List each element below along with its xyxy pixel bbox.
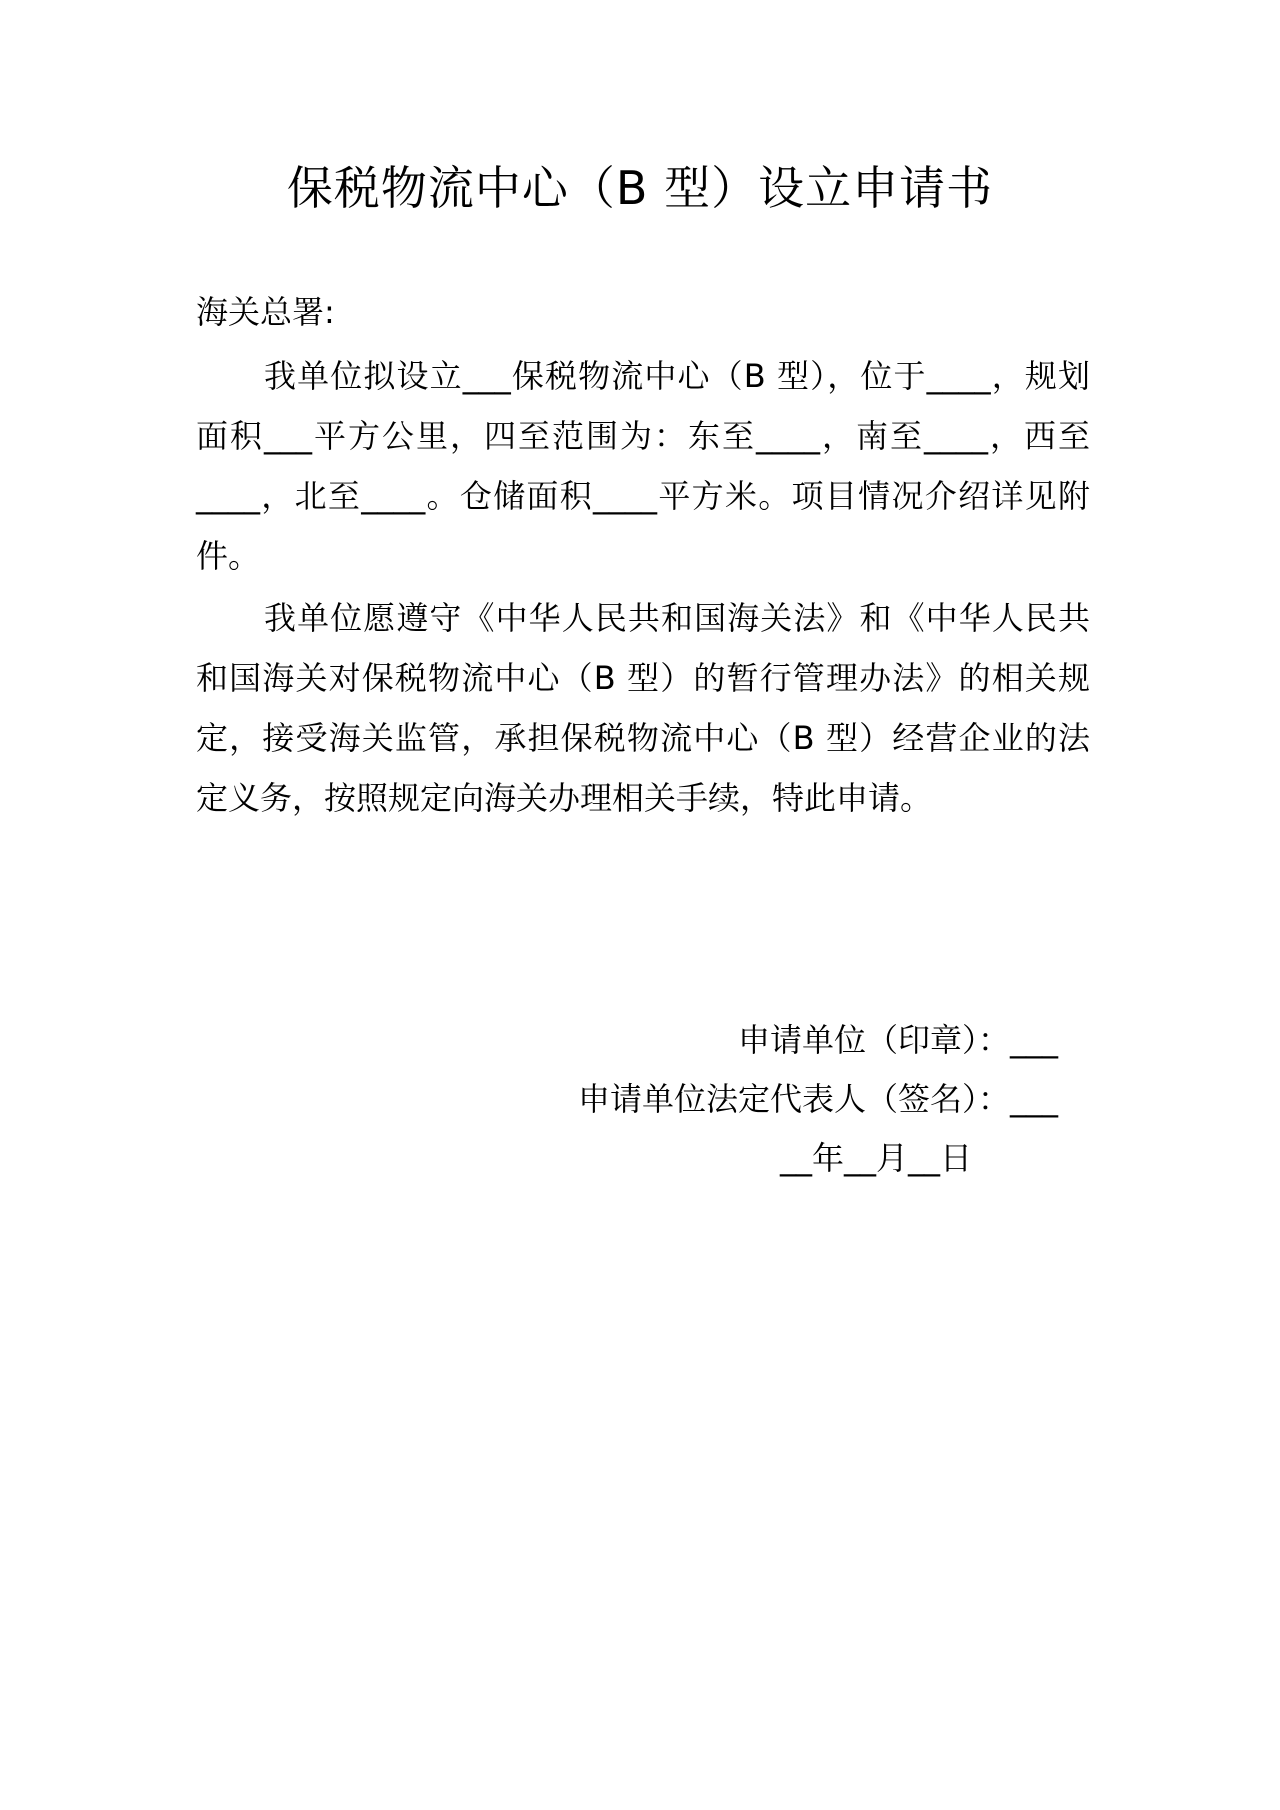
legal-representative-signature-line: 申请单位法定代表人（签名）：___ <box>577 1080 1058 1118</box>
paragraph-application-details: 我单位拟设立___保税物流中心（B 型），位于____，规划面积___平方公里，四至范围为：东至____，南至____，西至____，北至____。仓储面积____平方米。项目情况介绍详见附件。 <box>196 357 1090 575</box>
applicant-unit-seal-line: 申请单位（印章）：___ <box>737 1021 1058 1059</box>
paragraph-commitment: 我单位愿遵守《中华人民共和国海关法》和《中华人民共和国海关对保税物流中心（B 型）的暂行管理办法》的相关规定，接受海关监管，承担保税物流中心（B 型）经营企业的法定义务，按照规定向海关办理相关手续，特此申请。 <box>196 599 1090 817</box>
salutation: 海关总署: <box>196 293 335 331</box>
date-line: __年__月__日 <box>780 1139 973 1177</box>
document-title: 保税物流中心（B 型）设立申请书 <box>286 161 994 215</box>
